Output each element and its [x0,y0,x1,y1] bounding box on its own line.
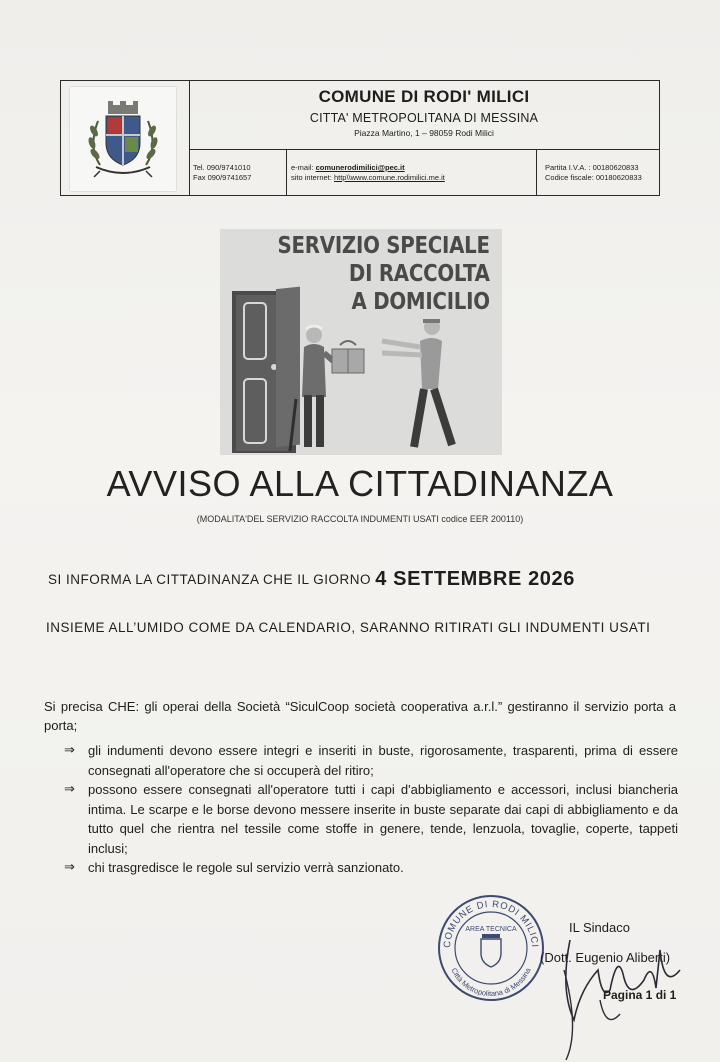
arrow-icon: ⇒ [64,860,75,875]
signatory-role: IL Sindaco [569,920,630,935]
letterhead [60,80,660,196]
announcement-detail: INSIEME ALL’UMIDO COME DA CALENDARIO, SARANNO RITIRATI GLI INDUMENTI USATI [46,620,651,635]
service-illustration [220,229,502,455]
official-stamp [436,893,546,1003]
illustration-line-2: DI RACCOLTA [349,261,490,287]
tax-code: Codice fiscale: 00180620833 [545,173,642,182]
svg-text:COMUNE DI RODI MILICI [442,899,540,948]
list-item [64,780,678,858]
municipality-title: COMUNE DI RODI' MILICI [318,87,530,106]
notice-subtitle: (MODALITA'DEL SERVIZIO RACCOLTA INDUMENTI USATI codice EER 200110) [196,514,524,524]
list-item [64,741,678,780]
letterhead-title-block [189,81,659,150]
email-label: e-mail: [291,163,316,172]
collection-date: 4 SETTEMBRE 2026 [375,568,575,590]
arrow-icon: ⇒ [64,743,75,758]
tax-cell [541,149,659,195]
stamp-inner-text: AREA TECNICA [465,926,517,933]
announcement-intro: SI INFORMA LA CITTADINANZA CHE IL GIORNO [48,572,376,587]
page-number: Pagina 1 di 1 [603,988,677,1002]
email-link[interactable]: comunerodimilici@pec.it [315,163,405,172]
rule-text: possono essere consegnati all'operatore tutti i capi d'abbigliamento e accessori, inclusi biancheria intima. Le scarpe e le borse devono messere inserite in buste separate dai capi di abbigliamento e da tutto quel che rientra nel tessile come stoffe in genere, tende, lenzuola, tovaglie, coperte, tappeti inclusi; [88,782,678,856]
stamp-top-text: COMUNE DI RODI MILICI [441,898,541,949]
phone-cell [189,149,287,195]
signatory-name: (Dott. Eugenio Aliberti) [540,950,671,965]
rules-list [64,741,678,878]
announcement-line [48,568,674,591]
email-line [291,163,536,173]
clarification-paragraph: Si precisa CHE: gli operai della Società “SiculCoop società cooperativa a.r.l.” gestiranno il servizio porta a porta; [44,699,676,733]
metro-city-subtitle: CITTA' METROPOLITANA DI MESSINA [309,111,539,125]
illustration-line-3: A DOMICILIO [351,289,490,315]
illustration-line-1: SERVIZIO SPECIALE [277,233,490,259]
vat-number: Partita I.V.A. : 00180620833 [545,163,639,172]
rule-text: gli indumenti devono essere integri e inseriti in buste, rigorosamente, trasparenti, prima di essere consegnati all'operatore che si occuperà del ritiro; [88,743,678,778]
web-cell [287,149,537,195]
stamp-bottom-text: Città Metropolitana di Messina [449,966,533,999]
svg-text:Città Metropolitana di Messina [449,966,532,998]
crest-cell [61,81,190,195]
rule-text: chi trasgredisce le regole sul servizio verrà sanzionato. [88,860,404,875]
website-link[interactable]: http\\www.comune.rodimilici.me.it [333,173,445,182]
website-label: sito internet: [291,173,334,182]
telephone: Tel. 090/9741010 [193,163,251,172]
arrow-icon: ⇒ [64,782,75,797]
notice-title: AVVISO ALLA CITTADINANZA [106,463,614,504]
contact-row [189,149,659,195]
fax: Fax 090/9741657 [193,173,252,182]
website-line [291,173,536,183]
address: Piazza Martino, 1 – 98059 Rodi Milici [354,128,494,138]
list-item [64,858,678,878]
municipal-crest [70,87,176,191]
